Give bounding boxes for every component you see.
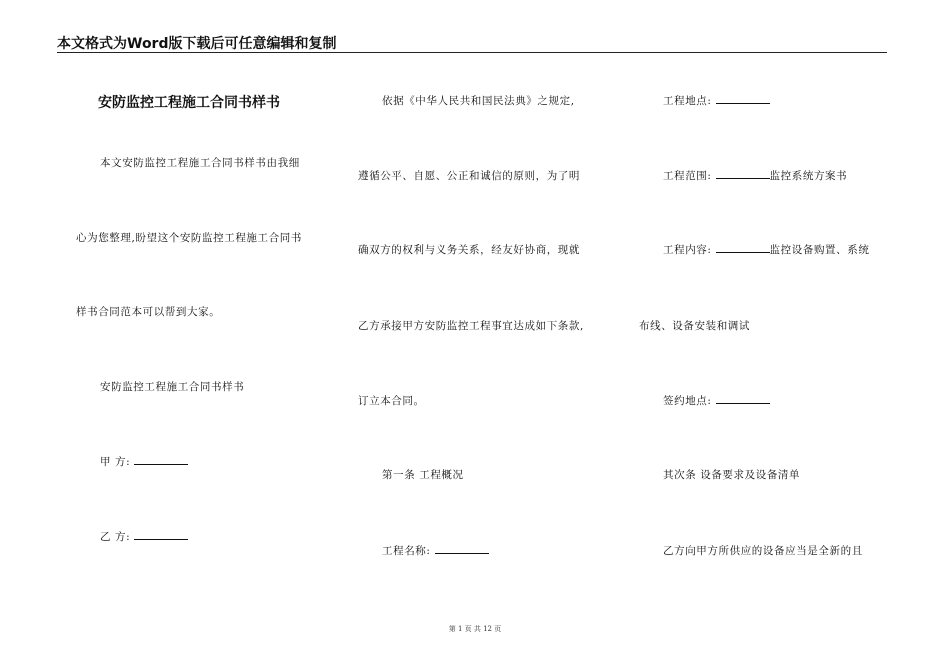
party-a-blank xyxy=(134,455,188,465)
article-2-heading: 其次条 设备要求及设备清单 xyxy=(663,469,801,481)
content-continuation: 布线、设备安装和调试 xyxy=(639,320,750,332)
content-value: 监控设备购置、系统 xyxy=(769,244,870,256)
page-number: 第 1 页 共 12 页 xyxy=(448,625,502,633)
clause-line-4: 乙方承接甲方安防监控工程事宜达成如下条款, xyxy=(358,320,584,332)
project-name-blank xyxy=(435,544,489,554)
scope-value: 监控系统方案书 xyxy=(769,170,848,182)
equipment-line-1: 乙方向甲方所供应的设备应当是全新的且 xyxy=(663,545,863,557)
party-b-blank xyxy=(134,530,188,540)
section-subtitle: 安防监控工程施工合同书样书 xyxy=(100,381,245,393)
location-blank xyxy=(716,94,770,104)
intro-line-3: 样书合同范本可以帮到大家。 xyxy=(76,306,221,318)
intro-line-1: 本文安防监控工程施工合同书样书由我细 xyxy=(100,157,300,169)
project-name-field xyxy=(382,543,489,558)
party-a-field xyxy=(100,454,188,469)
article-1-heading: 第一条 工程概况 xyxy=(382,469,464,481)
clause-line-3: 确双方的权利与义务关系，经友好协商，现就 xyxy=(358,244,580,256)
scope-field xyxy=(663,168,847,183)
sign-place-field xyxy=(663,393,770,408)
location-label: 工程地点: xyxy=(663,95,712,107)
sign-place-label: 签约地点: xyxy=(663,395,712,407)
scope-label: 工程范围: xyxy=(663,170,712,182)
scope-blank xyxy=(716,169,770,179)
party-b-field xyxy=(100,529,188,544)
location-field xyxy=(663,93,770,108)
content-field xyxy=(663,242,869,257)
clause-line-2: 遵循公平、自愿、公正和诚信的原则，为了明 xyxy=(358,170,580,182)
content-blank xyxy=(716,243,770,253)
sign-place-blank xyxy=(716,394,770,404)
clause-line-5: 订立本合同。 xyxy=(358,395,425,407)
document-header: 本文格式为Word版下载后可任意编辑和复制 xyxy=(57,36,337,52)
project-name-label: 工程名称: xyxy=(382,545,431,557)
document-title: 安防监控工程施工合同书样书 xyxy=(98,95,280,111)
header-divider xyxy=(57,52,887,53)
party-b-label: 乙 方: xyxy=(100,531,131,543)
intro-line-2: 心为您整理,盼望这个安防监控工程施工合同书 xyxy=(76,232,302,244)
party-a-label: 甲 方: xyxy=(100,456,131,468)
content-label: 工程内容: xyxy=(663,244,712,256)
clause-line-1: 依据《中华人民共和国民法典》之规定, xyxy=(382,95,575,107)
